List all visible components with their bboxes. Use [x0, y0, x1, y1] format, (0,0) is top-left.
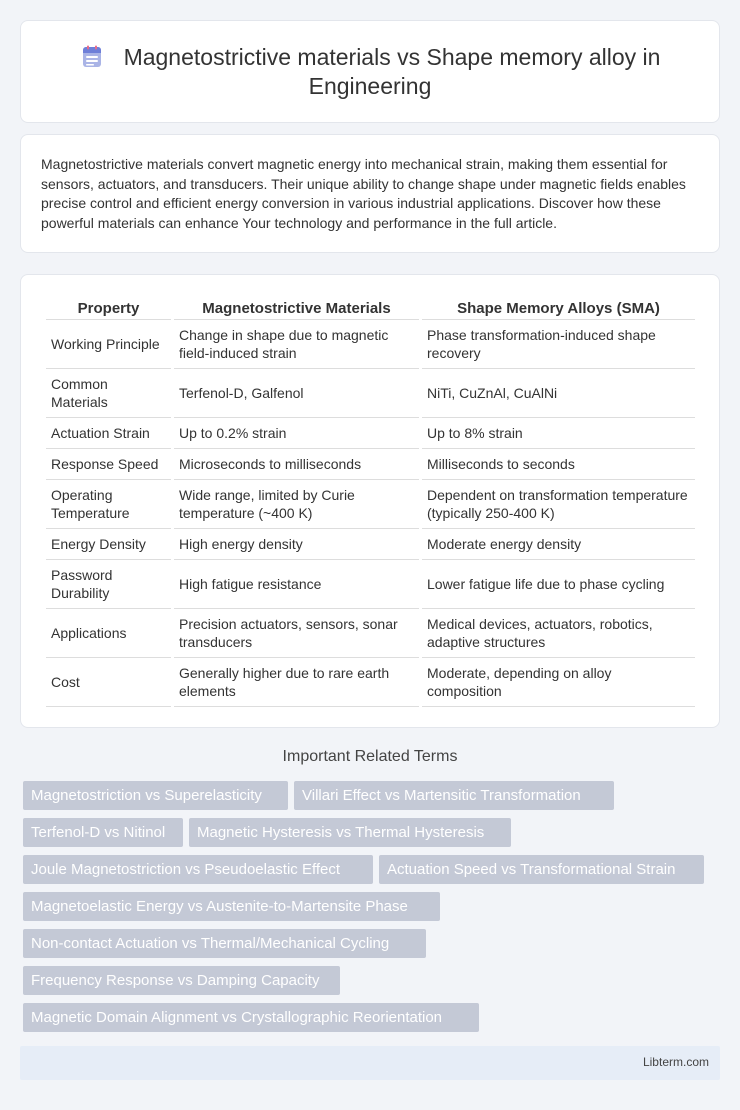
header-magnetostrictive: Magnetostrictive Materials: [174, 296, 419, 320]
table-row: [46, 418, 695, 449]
header-property: Property: [46, 296, 171, 320]
table-row: [46, 369, 695, 418]
table-row: [46, 658, 695, 707]
intro-card: [20, 134, 720, 253]
table-cell: Up to 0.2% strain: [174, 418, 419, 449]
table-cell: Medical devices, actuators, robotics, adaptive structures: [422, 609, 695, 658]
page-title: [61, 43, 679, 101]
table-cell: Applications: [46, 609, 171, 658]
table-cell: Operating Temperature: [46, 480, 171, 529]
table-cell: Moderate energy density: [422, 529, 695, 560]
intro-text: Magnetostrictive materials convert magnetic energy into mechanical strain, making them essential for sensors, actuators, and transducers. Their unique ability to change shape under magnetic fields enables precise control and efficient energy conversion in various industrial applications. Discover how these powerful materials can enhance Your technology and performance in the full article.: [41, 156, 686, 231]
related-term-tag[interactable]: Terfenol-D vs Nitinol: [23, 818, 183, 847]
title-card: [20, 20, 720, 123]
table-cell: High fatigue resistance: [174, 560, 419, 609]
table-cell: Actuation Strain: [46, 418, 171, 449]
table-cell: Phase transformation-induced shape recovery: [422, 320, 695, 369]
related-term-tag[interactable]: Frequency Response vs Damping Capacity: [23, 966, 340, 995]
footer: [20, 1046, 720, 1080]
related-term-tag[interactable]: Villari Effect vs Martensitic Transformation: [294, 781, 614, 810]
table-row: [46, 529, 695, 560]
related-term-tag[interactable]: Actuation Speed vs Transformational Strain: [379, 855, 704, 884]
table-cell: Moderate, depending on alloy composition: [422, 658, 695, 707]
footer-site-link[interactable]: Libterm.com: [642, 1055, 709, 1069]
header-sma: Shape Memory Alloys (SMA): [422, 296, 695, 320]
table-row: [46, 609, 695, 658]
table-row: [46, 480, 695, 529]
table-cell: Milliseconds to seconds: [422, 449, 695, 480]
related-term-tag[interactable]: Magnetoelastic Energy vs Austenite-to-Martensite Phase: [23, 892, 440, 921]
table-cell: Energy Density: [46, 529, 171, 560]
table-cell: Up to 8% strain: [422, 418, 695, 449]
table-header-row: [46, 296, 695, 320]
table-cell: Wide range, limited by Curie temperature (~400 K): [174, 480, 419, 529]
related-term-tag[interactable]: Magnetic Hysteresis vs Thermal Hysteresis: [189, 818, 511, 847]
table-row: [46, 320, 695, 369]
table-cell: Cost: [46, 658, 171, 707]
table-cell: Change in shape due to magnetic field-induced strain: [174, 320, 419, 369]
comparison-table: [43, 296, 698, 707]
related-terms-title: Important Related Terms: [282, 748, 458, 765]
table-cell: Response Speed: [46, 449, 171, 480]
table-cell: Password Durability: [46, 560, 171, 609]
table-cell: Dependent on transformation temperature (typically 250-400 K): [422, 480, 695, 529]
table-cell: Lower fatigue life due to phase cycling: [422, 560, 695, 609]
table-cell: Precision actuators, sensors, sonar transducers: [174, 609, 419, 658]
related-term-tag[interactable]: Joule Magnetostriction vs Pseudoelastic Effect: [23, 855, 373, 884]
related-term-tag[interactable]: Non-contact Actuation vs Thermal/Mechanical Cycling: [23, 929, 426, 958]
document-icon: [80, 45, 104, 69]
table-cell: Common Materials: [46, 369, 171, 418]
comparison-table-card: [20, 274, 720, 728]
page-title-text: Magnetostrictive materials vs Shape memory alloy in Engineering: [123, 43, 661, 99]
table-row: [46, 449, 695, 480]
table-cell: Terfenol-D, Galfenol: [174, 369, 419, 418]
table-cell: Working Principle: [46, 320, 171, 369]
related-term-tag[interactable]: Magnetostriction vs Superelasticity: [23, 781, 288, 810]
table-cell: High energy density: [174, 529, 419, 560]
related-term-tag[interactable]: Magnetic Domain Alignment vs Crystallographic Reorientation: [23, 1003, 479, 1032]
table-row: [46, 560, 695, 609]
table-cell: NiTi, CuZnAl, CuAlNi: [422, 369, 695, 418]
table-cell: Generally higher due to rare earth elements: [174, 658, 419, 707]
table-cell: Microseconds to milliseconds: [174, 449, 419, 480]
